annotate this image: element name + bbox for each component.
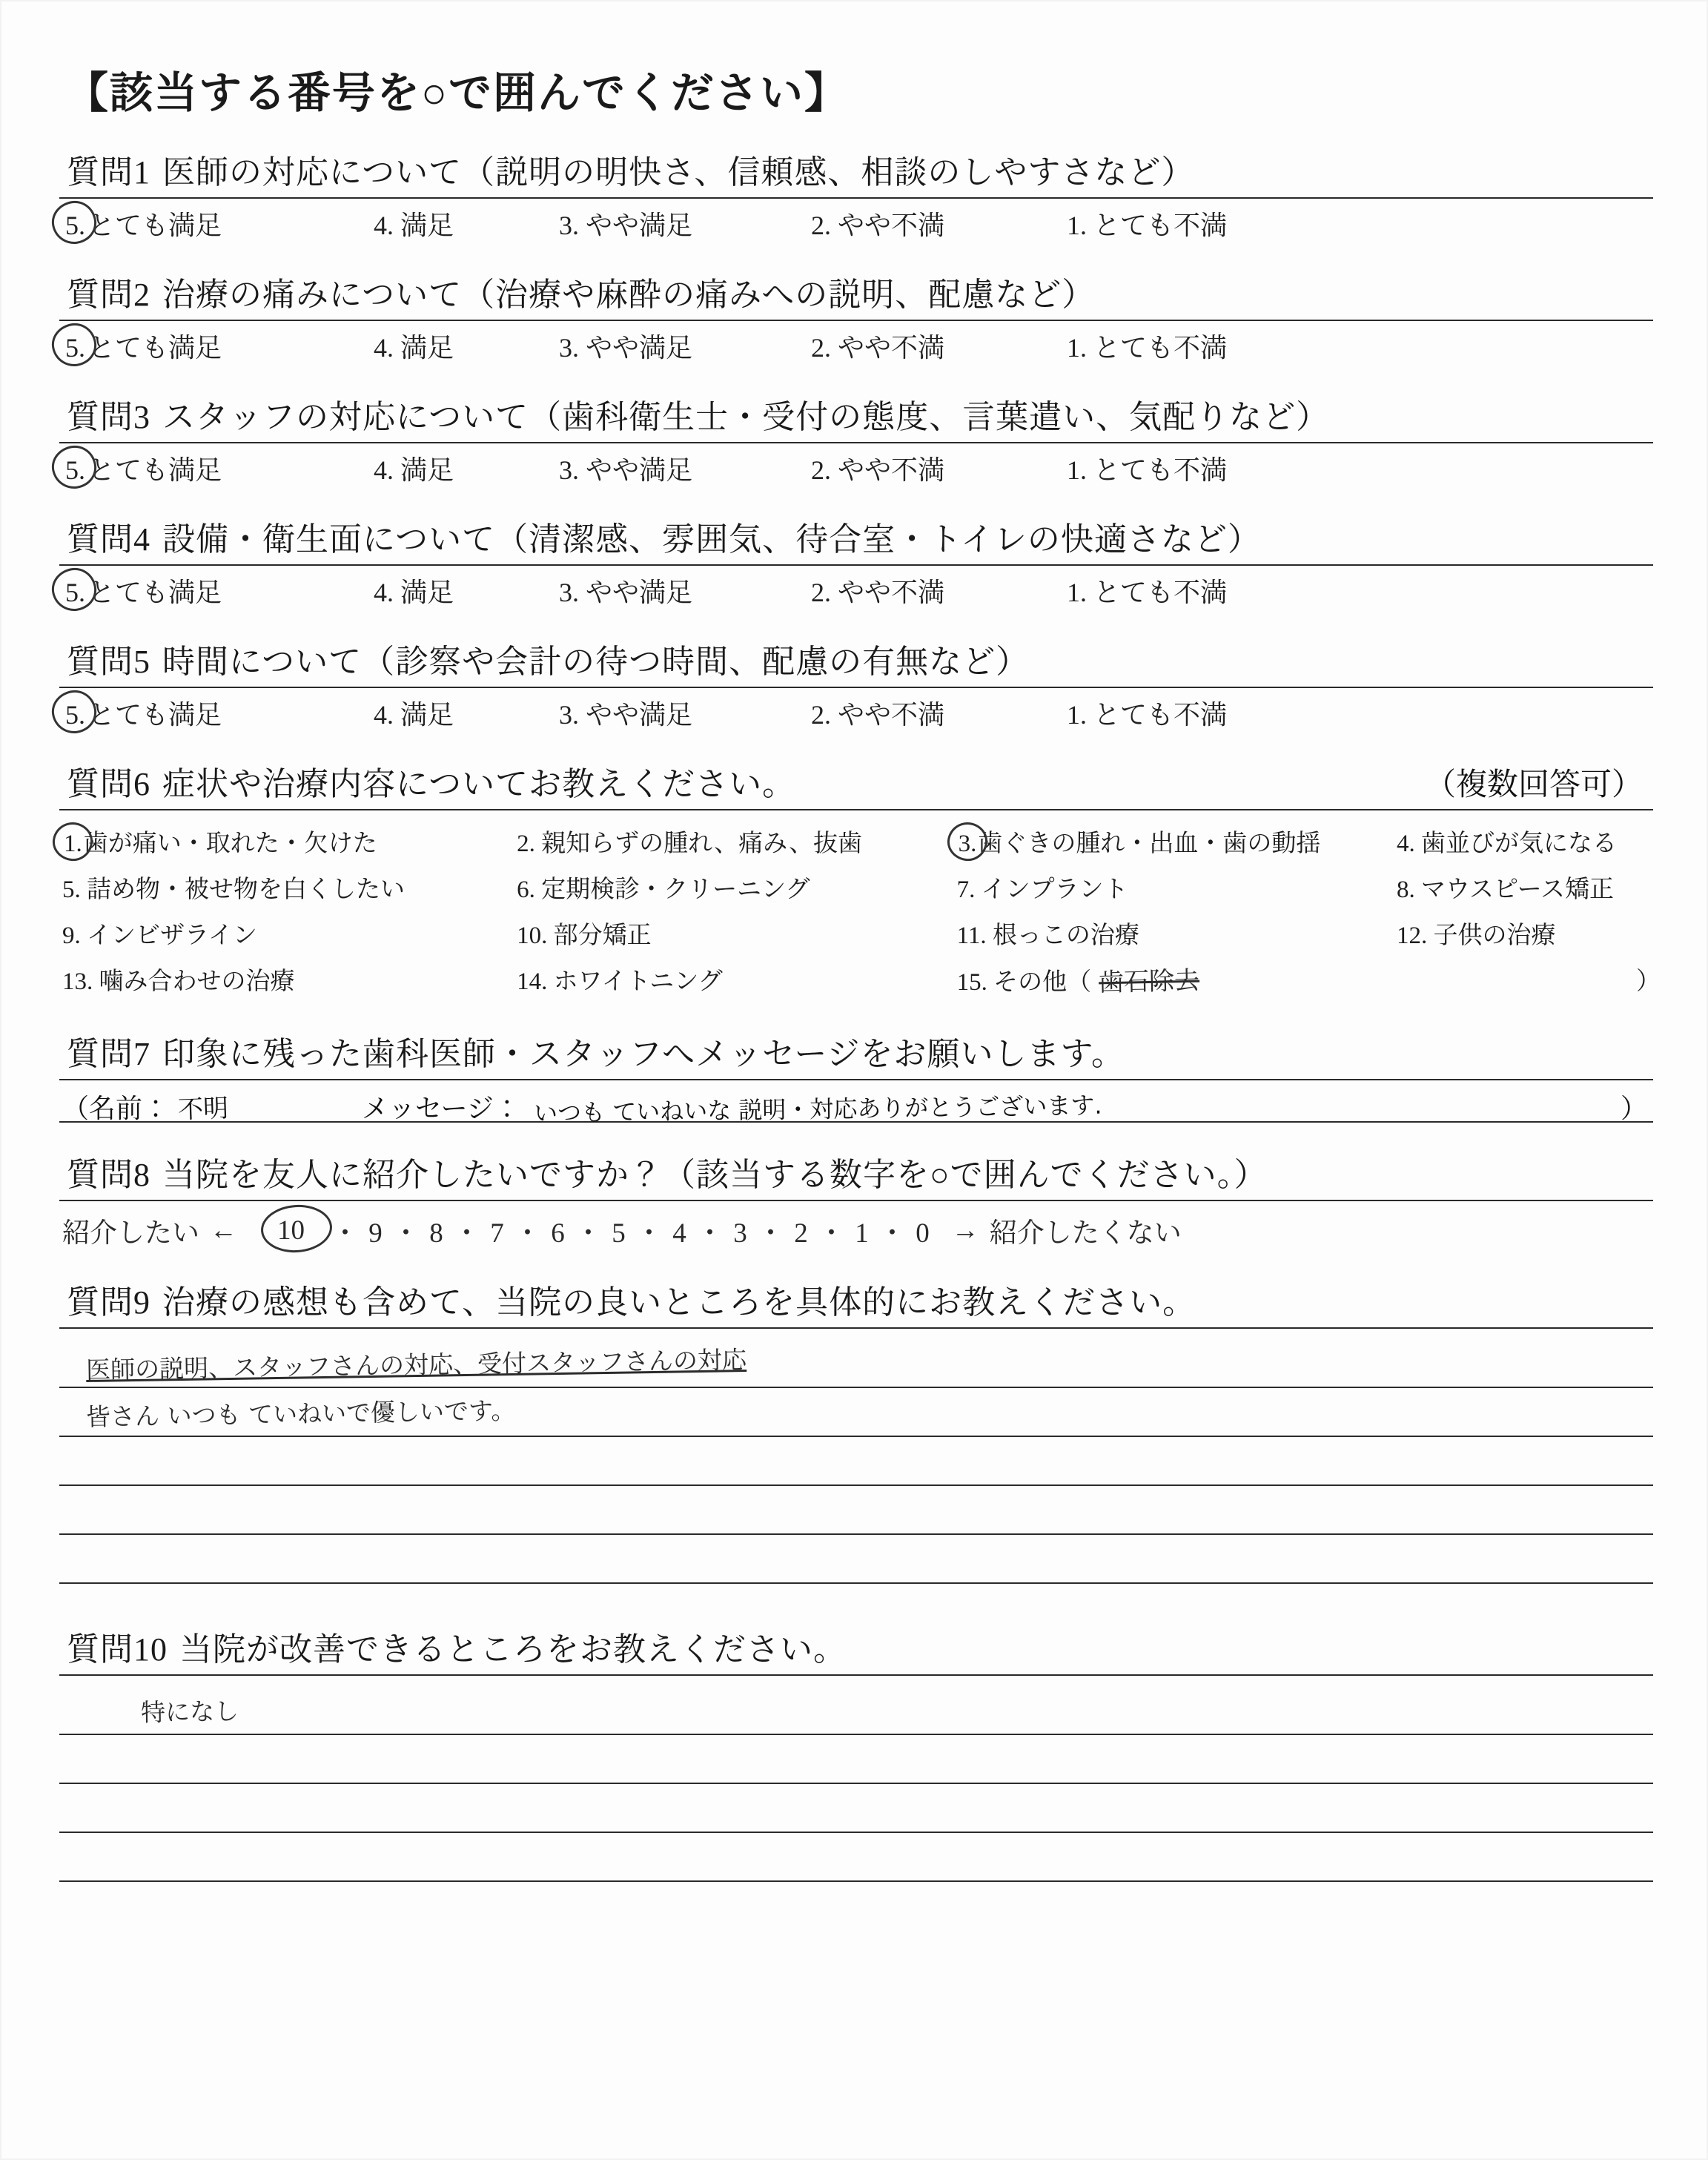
question-3-text: スタッフの対応について（歯科衛生士・受付の態度、言葉遣い、気配りなど） xyxy=(162,399,1330,435)
option-label: 詰め物・被せ物を白くしたい xyxy=(87,876,405,903)
selected-mark: 1. xyxy=(64,830,82,857)
option-label: とても不満 xyxy=(1093,211,1228,240)
question-4-block xyxy=(52,512,1661,610)
question-1-text: 医師の対応について（説明の明快さ、信頼感、相談のしやすさなど） xyxy=(162,154,1195,191)
answer-text: 医師の説明、スタッフさんの対応、受付スタッフさんの対応 xyxy=(85,1345,747,1384)
option-label: とても不満 xyxy=(1093,333,1228,363)
option-label: とても不満 xyxy=(1093,455,1228,485)
q6-option-15[interactable] xyxy=(957,961,1397,997)
option-num: 3. xyxy=(559,455,579,485)
question-3-option-1[interactable] xyxy=(1067,449,1311,487)
divider xyxy=(59,1079,1653,1080)
option-num: 5. xyxy=(62,876,81,903)
question-7-answer-row[interactable] xyxy=(62,1088,1661,1126)
left-arrow-icon: ← xyxy=(210,1215,237,1246)
divider xyxy=(59,1327,1653,1329)
question-6-options xyxy=(62,818,1661,1002)
option-label: やや満足 xyxy=(586,211,693,240)
question-9-label: 質問9 xyxy=(67,1284,150,1321)
q6-option-13[interactable] xyxy=(62,962,517,997)
question-6-row xyxy=(62,910,1661,956)
option-num: 12. xyxy=(1396,922,1428,949)
question-5-option-2[interactable] xyxy=(811,694,1067,732)
question-1-block xyxy=(52,145,1661,242)
option-num: 1. xyxy=(1067,578,1087,607)
question-6-row xyxy=(62,956,1661,1002)
option-label: やや満足 xyxy=(586,333,693,363)
option-label: やや不満 xyxy=(838,211,945,240)
option-label: 部分矯正 xyxy=(553,922,652,949)
answer-line[interactable] xyxy=(59,1388,1653,1437)
question-3-option-2[interactable] xyxy=(811,449,1067,487)
question-5-title xyxy=(67,635,1661,682)
q6-option-6[interactable] xyxy=(517,870,956,905)
question-1-option-5[interactable] xyxy=(62,205,374,242)
q6-option-8[interactable] xyxy=(1397,870,1661,905)
question-10-title xyxy=(67,1622,1661,1670)
question-1-title xyxy=(67,145,1661,193)
option-num: 4. xyxy=(374,211,394,240)
question-9-title xyxy=(67,1275,1661,1323)
q8-left-label: 紹介したい xyxy=(62,1218,199,1249)
question-9-block xyxy=(52,1275,1661,1584)
answer-line[interactable] xyxy=(59,1686,1653,1735)
question-9-answer-area[interactable] xyxy=(59,1339,1653,1584)
question-4-title xyxy=(67,512,1661,560)
question-10-block xyxy=(52,1622,1661,1882)
selected-mark: 5. xyxy=(62,699,88,730)
question-10-text: 当院が改善できるところをお教えください。 xyxy=(179,1631,847,1668)
divider xyxy=(59,564,1653,566)
survey-sheet xyxy=(52,30,1661,2136)
question-10-answer-area[interactable] xyxy=(59,1686,1653,1882)
option-label: 満足 xyxy=(400,455,454,485)
option-label: 根っこの治療 xyxy=(992,922,1139,949)
option-label: やや不満 xyxy=(838,455,945,485)
option-num: 8. xyxy=(1396,876,1415,903)
option-num: 2. xyxy=(811,211,831,240)
question-7-label: 質問7 xyxy=(67,1036,150,1072)
question-4-label: 質問4 xyxy=(67,521,150,558)
question-4-option-2[interactable] xyxy=(811,572,1067,610)
option-label: インプラント xyxy=(981,876,1128,903)
option-label: やや満足 xyxy=(586,700,693,730)
option-num: 3. xyxy=(559,211,579,240)
option-num: 3. xyxy=(559,578,579,607)
option-num: 4. xyxy=(1396,830,1415,857)
option-num: 1. xyxy=(1067,211,1087,240)
option-num: 2. xyxy=(811,455,831,485)
option-num: 4. xyxy=(374,700,394,730)
q6-option-11[interactable] xyxy=(957,916,1397,951)
option-label: マウスピース矯正 xyxy=(1420,876,1614,903)
q6-option-7[interactable] xyxy=(957,870,1397,905)
option-num: 1. xyxy=(1067,700,1087,730)
question-6-label: 質問6 xyxy=(67,766,150,802)
option-num: 1. xyxy=(1067,455,1087,485)
option-num: 10. xyxy=(517,922,548,949)
option-label: 満足 xyxy=(400,211,454,240)
option-num: 2. xyxy=(811,700,831,730)
answer-line[interactable] xyxy=(59,1486,1653,1535)
question-2-block xyxy=(52,268,1661,365)
question-5-option-3[interactable] xyxy=(559,694,811,732)
q6-option-12[interactable] xyxy=(1397,916,1661,951)
q8-selected-value[interactable]: 10 xyxy=(270,1215,312,1246)
name-label: （名前： xyxy=(62,1094,170,1123)
option-num: 1. xyxy=(1067,333,1087,363)
q6-option-3[interactable] xyxy=(957,824,1397,859)
option-label: とても満足 xyxy=(88,700,222,730)
question-5-label: 質問5 xyxy=(67,644,150,680)
option-num: 4. xyxy=(374,333,394,363)
divider xyxy=(59,687,1653,688)
question-2-scale xyxy=(62,327,1661,365)
option-num: 11. xyxy=(956,922,987,949)
page-title: 【該当する番号を○で囲んでください】 xyxy=(65,69,850,117)
answer-line[interactable] xyxy=(59,1735,1653,1784)
option-num: 2. xyxy=(811,578,831,607)
question-6-row xyxy=(62,864,1661,910)
question-8-block xyxy=(52,1148,1661,1250)
option-label: 子供の治療 xyxy=(1433,922,1556,949)
question-2-option-5[interactable] xyxy=(62,327,374,365)
question-2-option-2[interactable] xyxy=(811,327,1067,365)
message-value: いつも ていねいな 説明・対応ありがとうございます. xyxy=(533,1091,1102,1128)
option-num: 3. xyxy=(559,700,579,730)
question-3-option-4[interactable] xyxy=(374,449,559,487)
question-7-block xyxy=(52,1027,1661,1128)
option-label: やや不満 xyxy=(838,578,945,607)
q6-option-10[interactable] xyxy=(517,916,956,951)
option-label: 歯並びが気になる xyxy=(1420,830,1617,857)
question-4-scale xyxy=(62,572,1661,610)
question-3-block xyxy=(52,390,1661,487)
option-num: 7. xyxy=(956,876,976,903)
question-5-text: 時間について（診察や会計の待つ時間、配慮の有無など） xyxy=(162,644,1030,680)
question-3-option-3[interactable] xyxy=(559,449,811,487)
question-5-option-5[interactable] xyxy=(62,694,374,732)
divider xyxy=(59,809,1653,810)
question-4-text: 設備・衛生面について（清潔感、雰囲気、待合室・トイレの快適さなど） xyxy=(162,521,1261,558)
answer-line[interactable] xyxy=(59,1833,1653,1882)
q6-option-5[interactable] xyxy=(62,870,517,905)
question-8-scale xyxy=(62,1210,1661,1250)
question-1-label: 質問1 xyxy=(67,154,150,191)
name-value: 不明 xyxy=(177,1093,229,1126)
divider xyxy=(59,320,1653,321)
question-9-text: 治療の感想も含めて、当院の良いところを具体的にお教えください。 xyxy=(162,1284,1196,1321)
question-6-title xyxy=(67,757,795,805)
answer-line[interactable] xyxy=(59,1535,1653,1584)
option-num: 4. xyxy=(374,455,394,485)
option-label: 親知らずの腫れ、痛み、抜歯 xyxy=(541,830,863,857)
question-2-label: 質問2 xyxy=(67,277,150,313)
divider xyxy=(59,442,1653,443)
divider xyxy=(59,1674,1653,1676)
option-num: 9. xyxy=(62,922,81,949)
divider xyxy=(59,197,1653,199)
option-label: 噛み合わせの治療 xyxy=(99,968,295,995)
answer-line[interactable] xyxy=(59,1437,1653,1486)
option-label: その他（ xyxy=(993,968,1092,996)
option-num: 14. xyxy=(517,968,548,995)
q6-option-1[interactable] xyxy=(62,824,517,859)
option-label: とても満足 xyxy=(88,455,222,485)
question-5-block xyxy=(52,635,1661,732)
question-4-option-3[interactable] xyxy=(559,572,811,610)
option-label: インビザライン xyxy=(87,922,258,949)
question-5-option-4[interactable] xyxy=(374,694,559,732)
close-paren: ） xyxy=(1620,1094,1647,1123)
selected-mark: 5. xyxy=(62,332,88,363)
option-label: やや満足 xyxy=(586,578,693,607)
question-8-text: 当院を友人に紹介したいですか？（該当する数字を○で囲んでください。） xyxy=(162,1157,1268,1193)
question-7-text: 印象に残った歯科医師・スタッフへメッセージをお願いします。 xyxy=(162,1036,1125,1072)
question-2-option-1[interactable] xyxy=(1067,327,1311,365)
message-label: メッセージ： xyxy=(362,1094,520,1123)
question-2-option-4[interactable] xyxy=(374,327,559,365)
question-1-option-1[interactable] xyxy=(1067,205,1311,242)
q8-scale-values[interactable]: ・ 9 ・ 8 ・ 7 ・ 6 ・ 5 ・ 4 ・ 3 ・ 2 ・ 1 ・ 0 xyxy=(331,1218,931,1249)
option-label: とても満足 xyxy=(88,578,222,607)
q8-right-label: 紹介したくない xyxy=(989,1218,1182,1249)
option-num: 6. xyxy=(517,876,535,903)
question-5-scale xyxy=(62,694,1661,732)
question-4-option-4[interactable] xyxy=(374,572,559,610)
option-num: 2. xyxy=(517,830,535,857)
q6-other-close-paren: ） xyxy=(1635,968,1661,995)
question-3-label: 質問3 xyxy=(67,399,150,435)
divider xyxy=(59,1200,1653,1201)
option-label: 歯ぐきの腫れ・出血・歯の動揺 xyxy=(978,830,1321,857)
question-6-text: 症状や治療内容についてお教えください。 xyxy=(162,766,796,802)
right-arrow-icon: → xyxy=(951,1215,979,1246)
q6-option-9[interactable] xyxy=(62,916,517,951)
option-label: とても不満 xyxy=(1093,578,1228,607)
option-label: とても満足 xyxy=(88,211,222,240)
answer-line[interactable] xyxy=(59,1339,1653,1388)
option-label: とても不満 xyxy=(1093,700,1228,730)
question-5-option-1[interactable] xyxy=(1067,694,1311,732)
question-3-option-5[interactable] xyxy=(62,449,374,487)
option-label: 歯が痛い・取れた・欠けた xyxy=(83,830,377,857)
question-10-label: 質問10 xyxy=(67,1631,168,1668)
selected-mark: 5. xyxy=(62,577,88,608)
option-num: 4. xyxy=(374,578,394,607)
question-7-title xyxy=(67,1027,1661,1074)
question-1-option-3[interactable] xyxy=(559,205,811,242)
question-2-text: 治療の痛みについて（治療や麻酔の痛みへの説明、配慮など） xyxy=(162,277,1096,313)
option-num: 2. xyxy=(811,333,831,363)
selected-mark: 3. xyxy=(958,830,977,857)
option-num: 15. xyxy=(956,968,987,996)
selected-mark: 5. xyxy=(62,210,88,241)
question-1-option-4[interactable] xyxy=(374,205,559,242)
question-1-scale xyxy=(62,205,1661,242)
option-label: ホワイトニング xyxy=(553,968,723,995)
question-4-option-1[interactable] xyxy=(1067,572,1311,610)
question-6-note: （複数回答可） xyxy=(1424,768,1643,802)
question-4-option-5[interactable] xyxy=(62,572,374,610)
option-num: 13. xyxy=(62,968,93,995)
question-2-option-3[interactable] xyxy=(559,327,811,365)
q6-option-4[interactable] xyxy=(1397,824,1661,859)
option-label: やや満足 xyxy=(586,455,693,485)
question-3-scale xyxy=(62,449,1661,487)
option-label: 満足 xyxy=(400,578,454,607)
question-6-block xyxy=(52,757,1661,1002)
option-label: 満足 xyxy=(400,333,454,363)
option-label: やや不満 xyxy=(838,333,945,363)
question-8-title xyxy=(67,1148,1661,1195)
question-1-option-2[interactable] xyxy=(811,205,1067,242)
question-8-label: 質問8 xyxy=(67,1157,150,1193)
question-3-title xyxy=(67,390,1661,437)
answer-text: 皆さん いつも ていねいで優しいです。 xyxy=(85,1396,516,1432)
option-label: やや不満 xyxy=(838,700,945,730)
answer-line[interactable] xyxy=(59,1784,1653,1833)
option-num: 3. xyxy=(559,333,579,363)
q6-other-handwritten: 歯石除去 xyxy=(1098,965,1200,997)
option-label: 満足 xyxy=(400,700,454,730)
q6-option-14[interactable] xyxy=(517,962,956,997)
option-label: とても満足 xyxy=(88,333,222,363)
selected-mark: 5. xyxy=(62,455,88,486)
question-2-title xyxy=(67,268,1661,315)
option-label: 定期検診・クリーニング xyxy=(541,876,810,903)
q6-option-2[interactable] xyxy=(517,824,956,859)
question-6-row xyxy=(62,818,1661,864)
answer-text: 特になし xyxy=(140,1696,239,1728)
